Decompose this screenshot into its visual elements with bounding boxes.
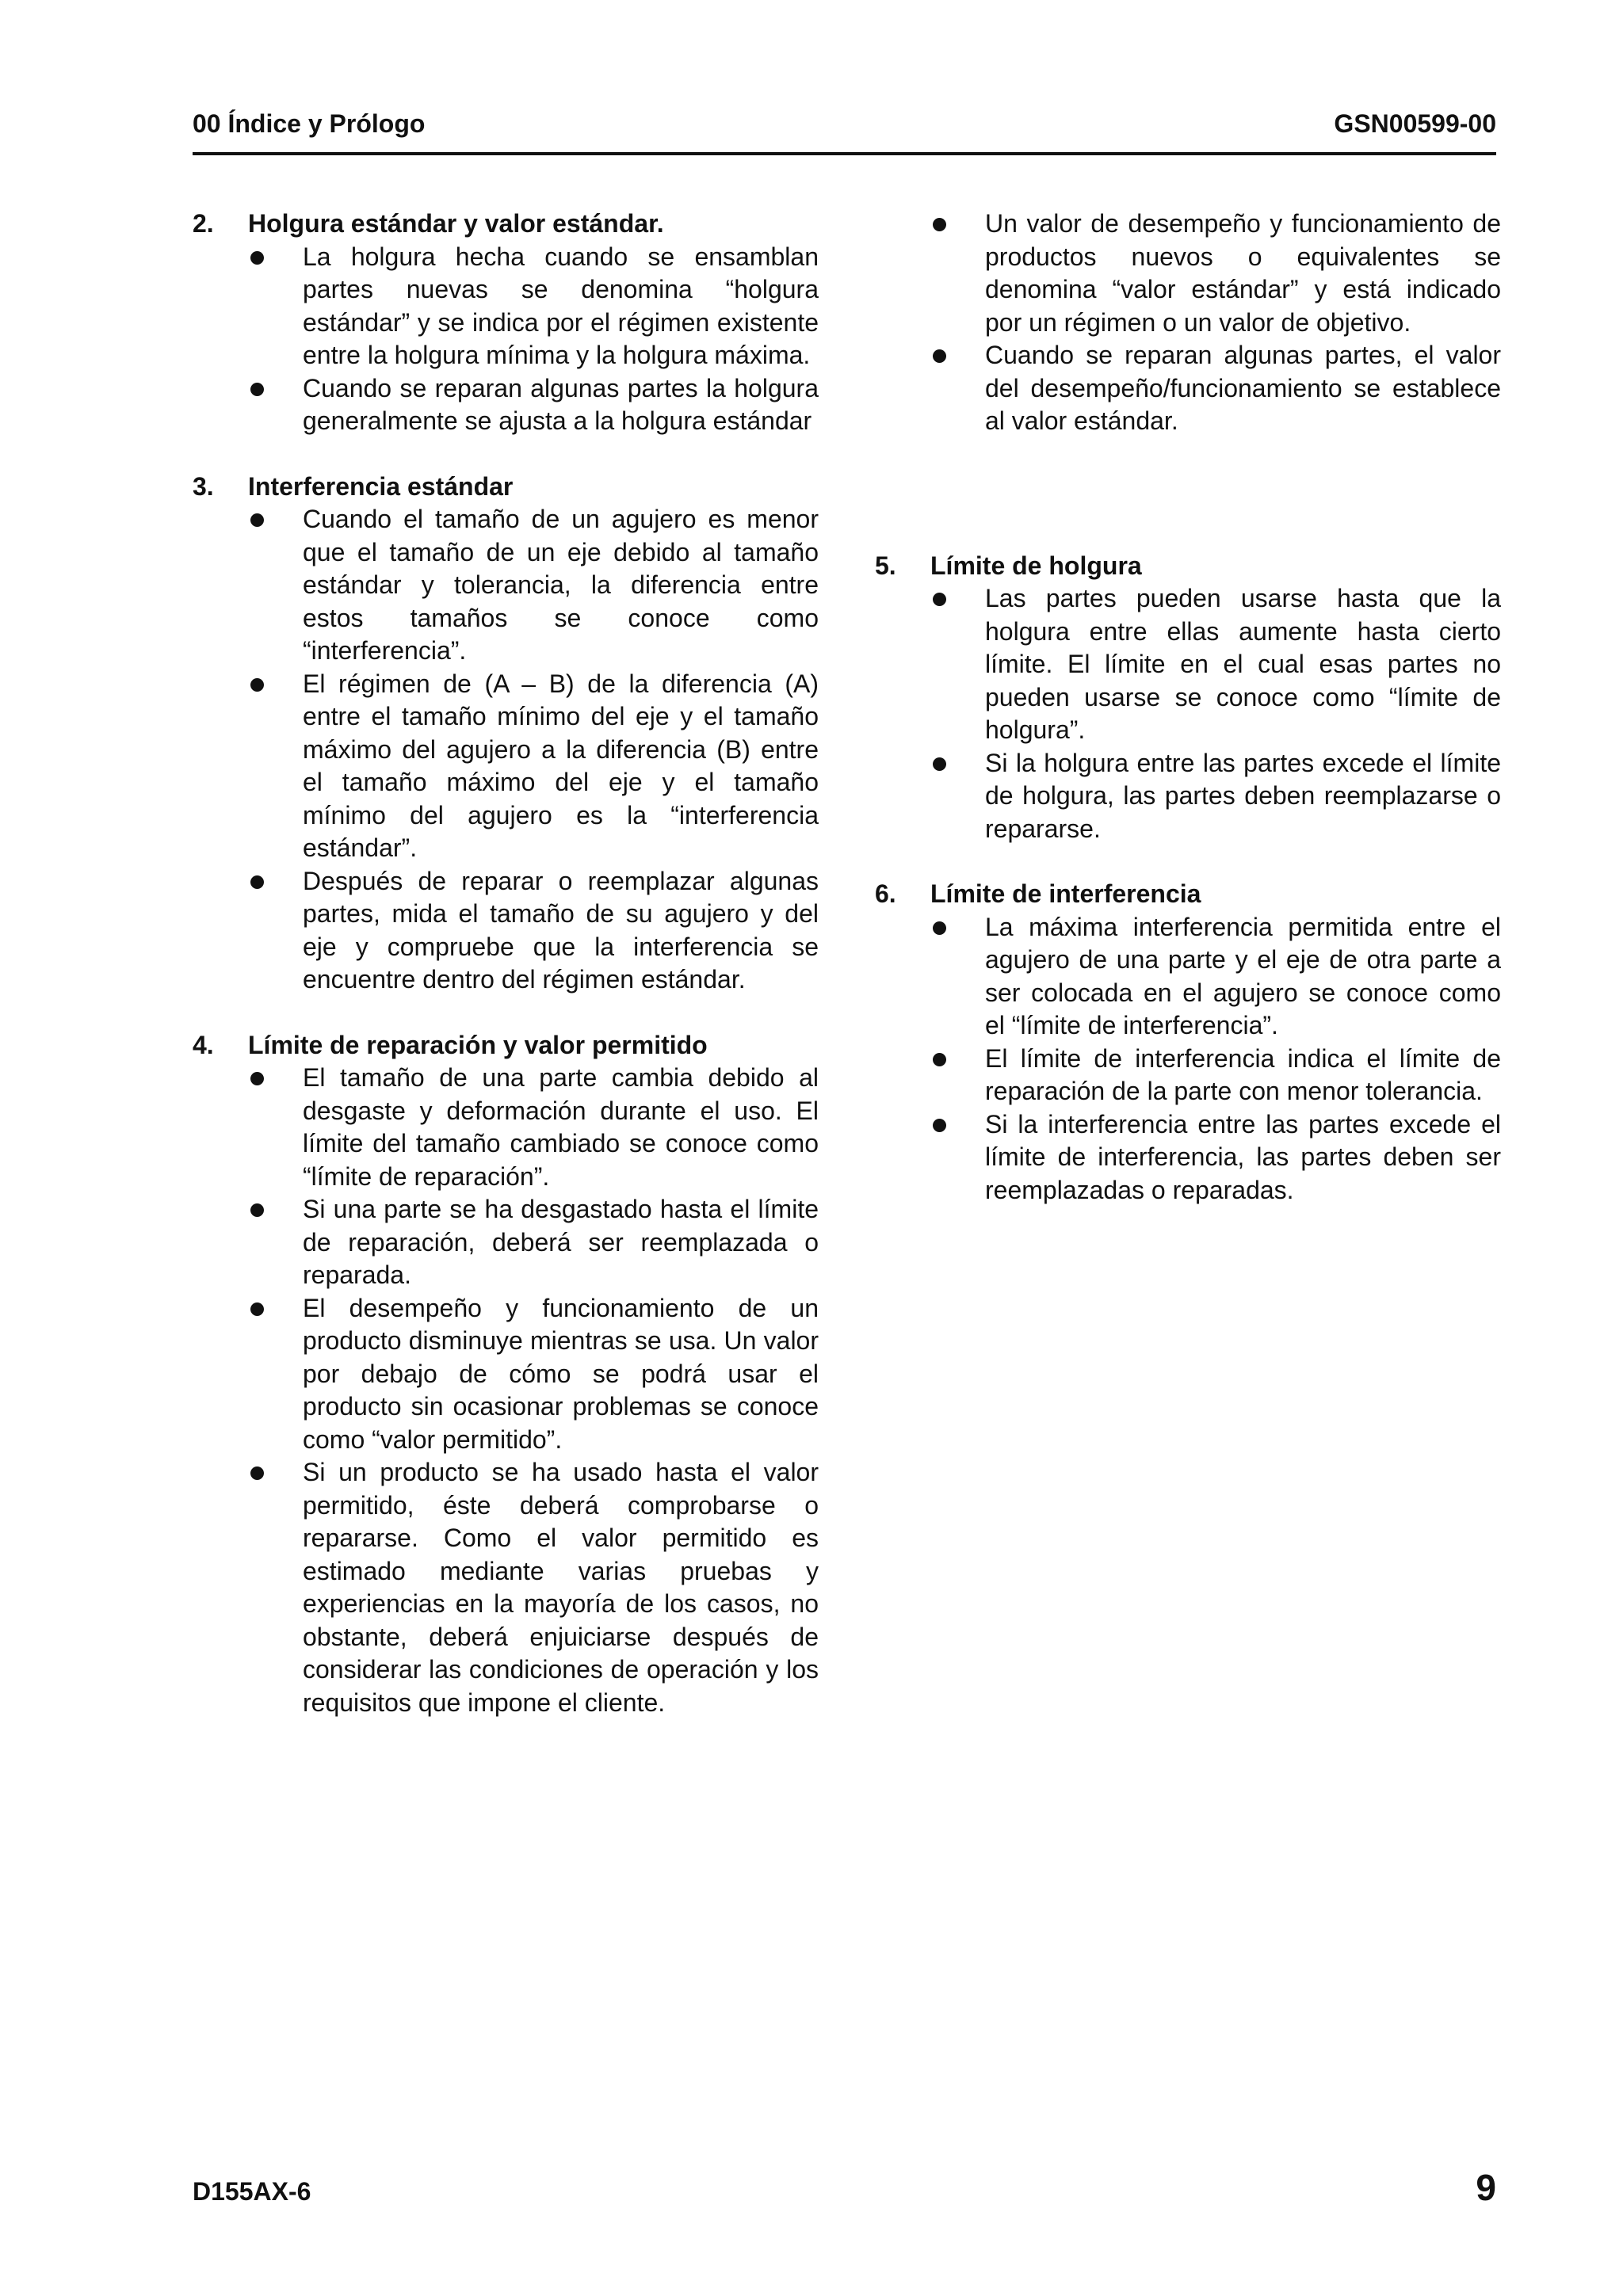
- bullet-text: El tamaño de una parte cambia debido al desgaste y deformación durante el uso. El límite del tamaño cambiado se conoce como “límite de reparación”.: [303, 1063, 819, 1191]
- bullet-item: [875, 208, 1501, 339]
- bullet-dot-icon: [250, 1302, 264, 1316]
- bullet-text: Si la interferencia entre las partes excede el límite de interferencia, las partes deben ser reemplazadas o reparadas.: [985, 1109, 1501, 1204]
- bullet-item: [875, 1108, 1501, 1207]
- section-heading: [875, 550, 1501, 583]
- header-rule: [193, 152, 1496, 155]
- bullet-item: [875, 1043, 1501, 1108]
- section-number: 5.: [875, 551, 896, 580]
- bullet-text: El límite de interferencia indica el límite de reparación de la parte con menor tolerancia.: [985, 1043, 1501, 1105]
- bullet-dot-icon: [250, 1203, 264, 1217]
- bullet-dot-icon: [933, 218, 946, 231]
- intro-bullets: [875, 208, 1501, 438]
- bullet-dot-icon: [250, 513, 264, 527]
- bullet-dot-icon: [933, 1053, 946, 1066]
- bullet-text: La holgura hecha cuando se ensamblan partes nuevas se denomina “holgura estándar” y se indica por el régimen existente entre la holgura mínima y la holgura máxima.: [303, 242, 819, 369]
- bullet-text: El régimen de (A – B) de la diferencia (A) entre el tamaño mínimo del eje y el tamaño máximo del agujero a la diferencia (B) entre el tamaño máximo del eje y el tamaño mínimo del agujero es la “interferencia estándar”.: [303, 669, 819, 862]
- bullet-text: Cuando se reparan algunas partes la holgura generalmente se ajusta a la holgura estándar: [303, 373, 819, 435]
- page-number: 9: [1476, 2167, 1496, 2208]
- bullet-dot-icon: [933, 593, 946, 606]
- bullet-dot-icon: [250, 875, 264, 889]
- section-title: Holgura estándar y valor estándar.: [248, 209, 664, 238]
- section-heading: [193, 1029, 819, 1062]
- bullet-text: Si un producto se ha usado hasta el valor permitido, éste deberá comprobarse o repararse. Como el valor permitido es estimado mediante varias pruebas y experiencias en la mayoría de los casos, no obstante, deberá enjuiciarse después de considerar las condiciones de operación y los requisitos que impone el cliente.: [303, 1458, 819, 1717]
- bullet-dot-icon: [250, 1466, 264, 1480]
- bullet-item: [193, 1456, 819, 1719]
- bullet-item: [193, 1193, 819, 1292]
- section-4: [193, 1029, 819, 1720]
- section-number: 2.: [193, 209, 214, 238]
- bullet-text: Si la holgura entre las partes excede el límite de holgura, las partes deben reemplazarse o repararse.: [985, 748, 1501, 843]
- section-3: [193, 471, 819, 997]
- section-number: 4.: [193, 1030, 214, 1059]
- section-title: Interferencia estándar: [248, 471, 514, 501]
- section-5: [875, 550, 1501, 846]
- bullet-text: Si una parte se ha desgastado hasta el límite de reparación, deberá ser reemplazada o reparada.: [303, 1195, 819, 1289]
- section-heading: [875, 878, 1501, 911]
- bullet-dot-icon: [933, 757, 946, 771]
- section-title: Límite de interferencia: [930, 879, 1201, 908]
- bullet-dot-icon: [933, 921, 946, 935]
- bullet-dot-icon: [250, 678, 264, 692]
- bullet-text: Un valor de desempeño y funcionamiento de productos nuevos o equivalentes se denomina “valor estándar” y está indicado por un régimen o un valor de objetivo.: [985, 209, 1501, 337]
- section-heading: [193, 471, 819, 504]
- bullet-item: [193, 865, 819, 997]
- bullet-text: El desempeño y funcionamiento de un producto disminuye mientras se usa. Un valor por debajo de cómo se podrá usar el producto sin ocasionar problemas se conoce como “valor permitido”.: [303, 1293, 819, 1454]
- header-document-code: GSN00599-00: [1334, 109, 1496, 138]
- bullet-item: [193, 668, 819, 865]
- page-header: [193, 109, 1496, 147]
- section-heading: [193, 208, 819, 241]
- bullet-item: [875, 911, 1501, 1043]
- bullet-item: [875, 582, 1501, 747]
- bullet-item: [193, 503, 819, 668]
- section-2: [193, 208, 819, 438]
- left-column: [193, 208, 819, 1752]
- section-title: Límite de reparación y valor permitido: [248, 1030, 708, 1059]
- bullet-item: [875, 339, 1501, 438]
- bullet-dot-icon: [250, 251, 264, 265]
- section-number: 3.: [193, 471, 214, 501]
- bullet-item: [875, 747, 1501, 846]
- bullet-dot-icon: [250, 383, 264, 396]
- bullet-text: Las partes pueden usarse hasta que la holgura entre ellas aumente hasta cierto límite. El límite en el cual esas partes no pueden usarse se conoce como “límite de holgura”.: [985, 584, 1501, 744]
- section-title: Límite de holgura: [930, 551, 1142, 580]
- column-spacer: [875, 471, 1501, 550]
- bullet-item: [193, 1292, 819, 1457]
- bullet-text: Después de reparar o reemplazar algunas partes, mida el tamaño de su agujero y del eje y compruebe que la interferencia se encuentre dentro del régimen estándar.: [303, 866, 819, 994]
- section-number: 6.: [875, 879, 896, 908]
- bullet-dot-icon: [933, 349, 946, 363]
- bullet-text: Cuando se reparan algunas partes, el valor del desempeño/funcionamiento se establece al valor estándar.: [985, 341, 1501, 435]
- right-column: [875, 208, 1501, 1239]
- bullet-dot-icon: [250, 1072, 264, 1085]
- bullet-item: [193, 241, 819, 372]
- bullet-item: [193, 1062, 819, 1193]
- bullet-text: Cuando el tamaño de un agujero es menor que el tamaño de un eje debido al tamaño estándar y tolerancia, la diferencia entre estos tamaños se conoce como “interferencia”.: [303, 505, 819, 665]
- bullet-text: La máxima interferencia permitida entre el agujero de una parte y el eje de otra parte a ser colocada en el agujero se conoce como el “límite de interferencia”.: [985, 912, 1501, 1039]
- header-section-title: 00 Índice y Prólogo: [193, 109, 426, 138]
- bullet-item: [193, 372, 819, 438]
- bullet-dot-icon: [933, 1119, 946, 1132]
- section-6: [875, 878, 1501, 1207]
- footer-model: D155AX-6: [193, 2177, 311, 2206]
